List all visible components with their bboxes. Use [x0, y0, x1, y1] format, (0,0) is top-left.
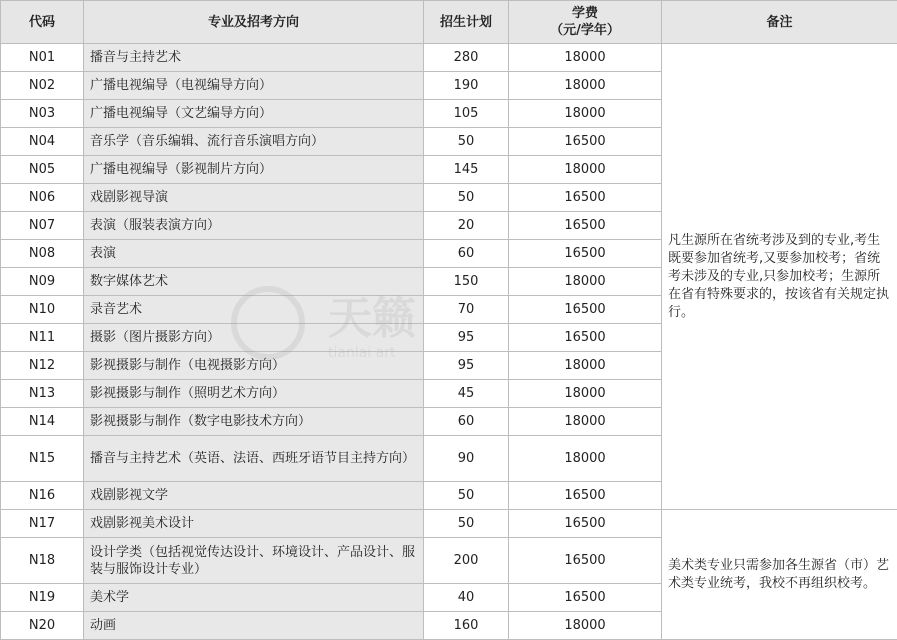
row-code: N15	[1, 436, 84, 482]
header-fee	[509, 1, 662, 44]
row-code: N20	[1, 612, 84, 640]
row-code: N07	[1, 212, 84, 240]
row-code: N06	[1, 184, 84, 212]
row-fee: 18000	[509, 352, 662, 380]
row-fee: 18000	[509, 44, 662, 72]
row-plan: 90	[424, 436, 509, 482]
header-fee-line2: （元/学年）	[550, 23, 620, 38]
row-code: N01	[1, 44, 84, 72]
row-major: 录音艺术	[84, 296, 424, 324]
row-code: N11	[1, 324, 84, 352]
row-code: N17	[1, 510, 84, 538]
row-fee: 18000	[509, 100, 662, 128]
row-fee: 16500	[509, 212, 662, 240]
row-fee: 18000	[509, 268, 662, 296]
row-major: 影视摄影与制作（电视摄影方向）	[84, 352, 424, 380]
row-plan: 20	[424, 212, 509, 240]
row-fee: 18000	[509, 156, 662, 184]
row-major: 表演（服装表演方向）	[84, 212, 424, 240]
row-fee: 16500	[509, 538, 662, 584]
row-major: 播音与主持艺术（英语、法语、西班牙语节目主持方向）	[84, 436, 424, 482]
row-plan: 70	[424, 296, 509, 324]
row-code: N18	[1, 538, 84, 584]
row-fee: 16500	[509, 184, 662, 212]
row-fee: 18000	[509, 408, 662, 436]
row-major: 戏剧影视导演	[84, 184, 424, 212]
row-fee: 18000	[509, 436, 662, 482]
row-major: 设计学类（包括视觉传达设计、环境设计、产品设计、服装与服饰设计专业）	[84, 538, 424, 584]
row-code: N05	[1, 156, 84, 184]
row-major: 广播电视编导（电视编导方向）	[84, 72, 424, 100]
row-plan: 50	[424, 482, 509, 510]
row-major: 数字媒体艺术	[84, 268, 424, 296]
row-plan: 95	[424, 352, 509, 380]
row-major: 影视摄影与制作（数字电影技术方向）	[84, 408, 424, 436]
row-code: N12	[1, 352, 84, 380]
row-major: 广播电视编导（文艺编导方向）	[84, 100, 424, 128]
row-plan: 95	[424, 324, 509, 352]
row-major: 摄影（图片摄影方向）	[84, 324, 424, 352]
row-major: 影视摄影与制作（照明艺术方向）	[84, 380, 424, 408]
row-plan: 40	[424, 584, 509, 612]
row-plan: 150	[424, 268, 509, 296]
row-plan: 60	[424, 240, 509, 268]
table-row	[1, 44, 897, 72]
row-plan: 50	[424, 184, 509, 212]
row-major: 动画	[84, 612, 424, 640]
row-fee: 16500	[509, 128, 662, 156]
row-code: N02	[1, 72, 84, 100]
row-code: N19	[1, 584, 84, 612]
row-plan: 190	[424, 72, 509, 100]
row-code: N16	[1, 482, 84, 510]
note-group-2: 美术类专业只需参加各生源省（市）艺术类专业统考，我校不再组织校考。	[662, 510, 897, 640]
header-fee-line1: 学费	[571, 6, 598, 21]
row-major: 戏剧影视文学	[84, 482, 424, 510]
row-major: 美术学	[84, 584, 424, 612]
row-plan: 280	[424, 44, 509, 72]
header-major: 专业及招考方向	[84, 1, 424, 44]
row-fee: 18000	[509, 380, 662, 408]
row-plan: 200	[424, 538, 509, 584]
row-code: N03	[1, 100, 84, 128]
row-major: 戏剧影视美术设计	[84, 510, 424, 538]
row-fee: 16500	[509, 240, 662, 268]
row-fee: 16500	[509, 510, 662, 538]
row-plan: 105	[424, 100, 509, 128]
row-fee: 18000	[509, 612, 662, 640]
row-code: N10	[1, 296, 84, 324]
row-fee: 16500	[509, 584, 662, 612]
header-note: 备注	[662, 1, 897, 44]
row-code: N04	[1, 128, 84, 156]
header-plan: 招生计划	[424, 1, 509, 44]
row-fee: 16500	[509, 324, 662, 352]
row-plan: 50	[424, 510, 509, 538]
header-code: 代码	[1, 1, 84, 44]
row-code: N14	[1, 408, 84, 436]
row-plan: 45	[424, 380, 509, 408]
row-major: 广播电视编导（影视制片方向）	[84, 156, 424, 184]
row-fee: 16500	[509, 296, 662, 324]
row-fee: 18000	[509, 72, 662, 100]
row-code: N13	[1, 380, 84, 408]
row-plan: 145	[424, 156, 509, 184]
row-plan: 60	[424, 408, 509, 436]
row-major: 音乐学（音乐编辑、流行音乐演唱方向）	[84, 128, 424, 156]
table-header-row	[1, 1, 897, 44]
note-group-1: 凡生源所在省统考涉及到的专业,考生既要参加省统考,又要参加校考；省统考未涉及的专业,只参加校考；生源所在省有特殊要求的，按该省有关规定执行。	[662, 44, 897, 510]
row-code: N09	[1, 268, 84, 296]
row-fee: 16500	[509, 482, 662, 510]
row-major: 表演	[84, 240, 424, 268]
row-code: N08	[1, 240, 84, 268]
row-major: 播音与主持艺术	[84, 44, 424, 72]
row-plan: 50	[424, 128, 509, 156]
row-plan: 160	[424, 612, 509, 640]
table-row	[1, 510, 897, 538]
